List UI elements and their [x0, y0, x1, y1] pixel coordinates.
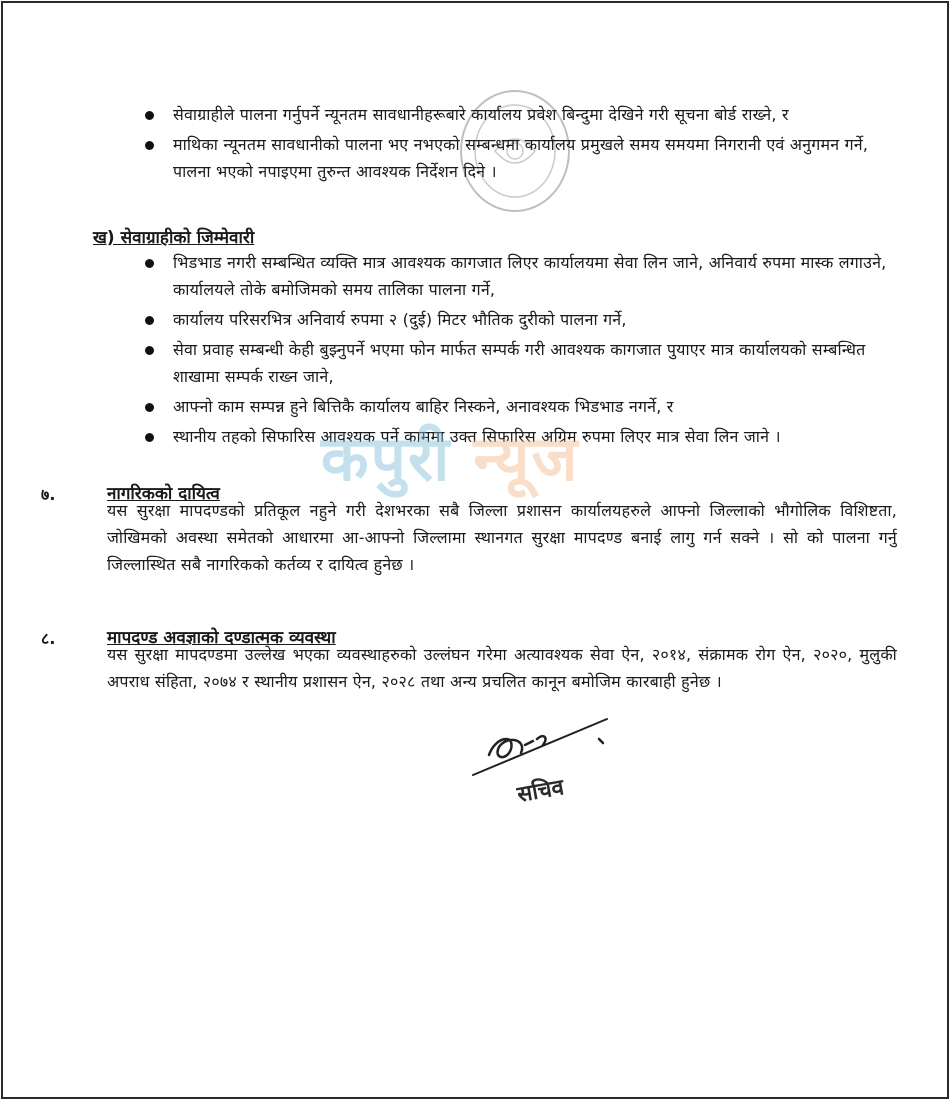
list-item-text: कार्यालय परिसरभित्र अनिवार्य रुपमा २ (दुई) मिटर भौतिक दुरीको पालना गर्ने, — [173, 310, 627, 329]
bullet-icon — [145, 111, 154, 120]
section-8-title: मापदण्ड अवज्ञाको दण्डात्मक व्यवस्था — [107, 628, 336, 648]
list-item — [141, 336, 901, 390]
list-item-text: आफ्नो काम सम्पन्न हुने बित्तिकै कार्यालय बाहिर निस्कने, अनावश्यक भिडभाड नगर्ने, र — [173, 397, 674, 416]
watermark — [321, 415, 580, 499]
list-item-text: स्थानीय तहको सिफारिस आवश्यक पर्ने काममा उक्त सिफारिस अग्रिम रुपमा लिएर मात्र सेवा लिन जाने । — [173, 427, 781, 446]
bullet-icon — [145, 141, 154, 150]
list-item — [141, 131, 901, 185]
section-7-body: यस सुरक्षा मापदण्डको प्रतिकूल नहुने गरी देशभरका सबै जिल्ला प्रशासन कार्यालयहरुले आफ्नो जिल्लाको भौगोलिक विशिष्टता, जोखिमको अवस्था समेतको आधारमा आ-आफ्नो जिल्लामा स्थानगत सुरक्षा मापदण्ड बनाई लागु गर्न सक्ने । सो को पालना गर्नु जिल्लास्थित सबै नागरिकको कर्तव्य र दायित्व हुनेछ । — [107, 501, 897, 574]
service-recipient-heading: ख) सेवाग्राहीको जिम्मेवारी — [93, 228, 255, 248]
bullet-icon — [145, 346, 154, 355]
watermark-part1: कपुरी — [321, 422, 452, 495]
list-item-text: सेवा प्रवाह सम्बन्धी केही बुझ्नुपर्ने भएमा फोन मार्फत सम्पर्क गरी आवश्यक कागजात पुयाएर मात्र कार्यालयको सम्बन्धित शाखामा सम्पर्क राख्न जाने, — [173, 340, 866, 386]
precaution-list — [141, 101, 901, 188]
list-item-text: सेवाग्राहीले पालना गर्नुपर्ने न्यूनतम सावधानीहरूबारे कार्यालय प्रवेश बिन्दुमा देखिने गरी सूचना बोर्ड राख्ने, र — [173, 105, 789, 124]
bullet-icon — [145, 316, 154, 325]
bullet-icon — [145, 403, 154, 412]
list-item — [141, 306, 901, 333]
watermark-part2: न्यूज — [473, 422, 580, 495]
section-8-body: यस सुरक्षा मापदण्डमा उल्लेख भएका व्यवस्थाहरुको उल्लंघन गरेमा अत्यावश्यक सेवा ऐन, २०१४, संक्रामक रोग ऐन, २०२०, मुलुकी अपराध संहिता, २०७४ र स्थानीय प्रशासन ऐन, २०२८ तथा अन्य प्रचलित कानून बमोजिम कारबाही हुनेछ । — [107, 645, 897, 691]
section-7-number: ७. — [41, 485, 56, 504]
section-8-number: ८. — [41, 629, 56, 648]
list-item-text: भिडभाड नगरी सम्बन्धित व्यक्ति मात्र आवश्यक कागजात लिएर कार्यालयमा सेवा लिन जाने, अनिवार्य रुपमा मास्क लगाउने, कार्यालयले तोके बमोजिमको समय तालिका पालना गर्ने, — [173, 253, 887, 299]
bullet-icon — [145, 433, 154, 442]
bullet-icon — [145, 259, 154, 268]
section-7-title: नागरिकको दायित्व — [107, 484, 220, 504]
document-page — [1, 1, 949, 1099]
list-item — [141, 249, 901, 303]
list-item-text: माथिका न्यूनतम सावधानीको पालना भए नभएको सम्बन्धमा कार्यालय प्रमुखले समय समयमा निगरानी एवं अनुगमन गर्ने, पालना भएको नपाइएमा तुरुन्त आवश्यक निर्देशन दिने । — [173, 135, 869, 181]
signatory-title: सचिव — [515, 775, 566, 808]
list-item — [141, 101, 901, 128]
